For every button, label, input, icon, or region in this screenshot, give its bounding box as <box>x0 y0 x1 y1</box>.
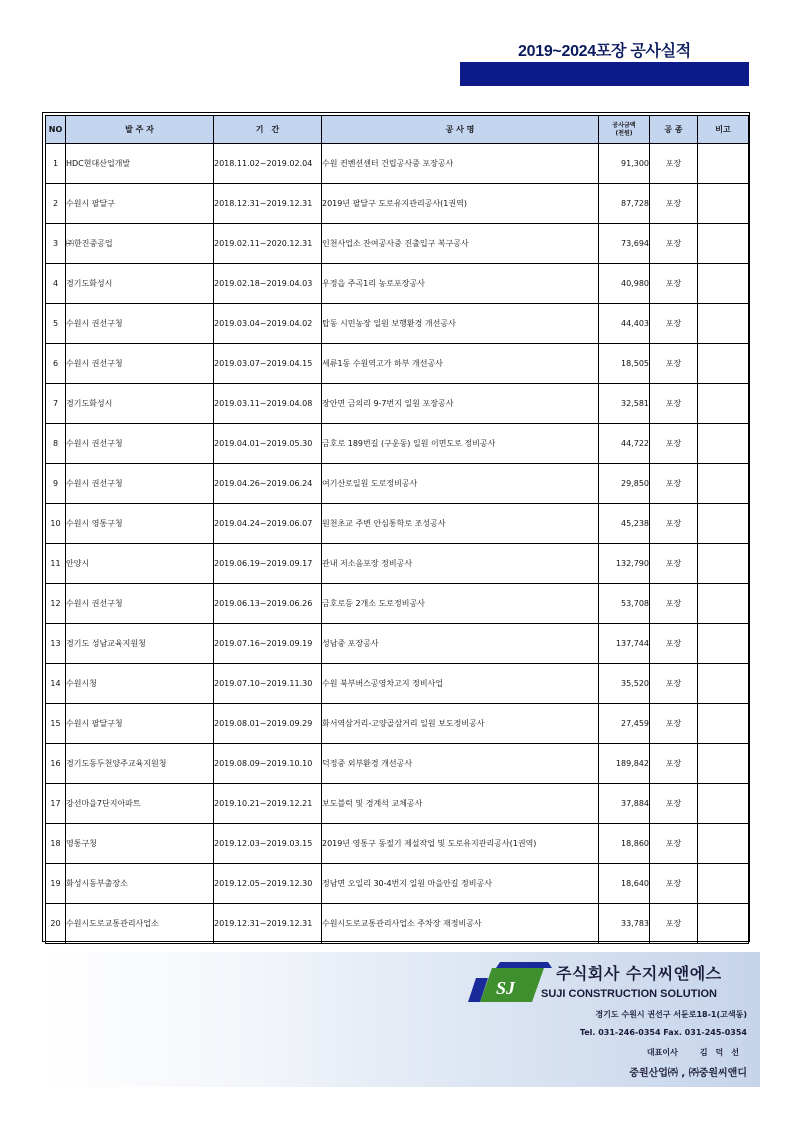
row-project-name: 덕정중 외부환경 개선공사 <box>322 744 599 784</box>
header-period: 기 간 <box>214 116 322 144</box>
row-project-name: 성남중 포장공사 <box>322 624 599 664</box>
row-note <box>698 584 749 624</box>
row-amount: 53,708 <box>599 584 650 624</box>
table-row <box>46 384 749 424</box>
row-number: 14 <box>46 664 66 704</box>
row-amount: 37,884 <box>599 784 650 824</box>
row-number: 20 <box>46 904 66 944</box>
row-period: 2019.06.19~2019.09.17 <box>214 544 322 584</box>
row-note <box>698 624 749 664</box>
company-name-english: SUJI CONSTRUCTION SOLUTION <box>541 988 718 1000</box>
row-period: 2019.10.21~2019.12.21 <box>214 784 322 824</box>
row-number: 4 <box>46 264 66 304</box>
row-note <box>698 384 749 424</box>
row-type: 포장 <box>650 584 698 624</box>
row-amount: 137,744 <box>599 624 650 664</box>
row-note <box>698 864 749 904</box>
row-client: 수원시 권선구청 <box>66 344 214 384</box>
row-note <box>698 184 749 224</box>
row-number: 8 <box>46 424 66 464</box>
row-note <box>698 824 749 864</box>
row-amount: 27,459 <box>599 704 650 744</box>
row-period: 2019.03.11~2019.04.08 <box>214 384 322 424</box>
row-number: 18 <box>46 824 66 864</box>
company-ceo <box>647 1047 747 1058</box>
row-project-name: 수원 북부버스공영차고지 정비사업 <box>322 664 599 704</box>
row-note <box>698 304 749 344</box>
row-period: 2019.08.01~2019.09.29 <box>214 704 322 744</box>
row-number: 1 <box>46 144 66 184</box>
row-type: 포장 <box>650 384 698 424</box>
row-type: 포장 <box>650 144 698 184</box>
row-project-name: 장안면 금의리 9-7번지 일원 포장공사 <box>322 384 599 424</box>
row-client: 수원시 권선구청 <box>66 464 214 504</box>
ceo-name: 김덕선 <box>699 1048 747 1057</box>
row-number: 6 <box>46 344 66 384</box>
table-row <box>46 264 749 304</box>
row-type: 포장 <box>650 184 698 224</box>
company-address: 경기도 수원시 권선구 서둔로18-1(고색동) <box>595 1010 747 1019</box>
row-period: 2019.03.04~2019.04.02 <box>214 304 322 344</box>
row-client: 수원시청 <box>66 664 214 704</box>
row-period: 2019.02.11~2020.12.31 <box>214 224 322 264</box>
row-project-name: 정남면 오일리 30-4번지 일원 마을안길 정비공사 <box>322 864 599 904</box>
row-client: 경기도 성남교육지원청 <box>66 624 214 664</box>
row-type: 포장 <box>650 624 698 664</box>
header-amount-line1: 공사금액 <box>612 121 636 129</box>
row-amount: 132,790 <box>599 544 650 584</box>
row-note <box>698 144 749 184</box>
table-row <box>46 824 749 864</box>
table-row <box>46 864 749 904</box>
row-client: ㈜한진중공업 <box>66 224 214 264</box>
row-client: 수원시 팔달구 <box>66 184 214 224</box>
table-row <box>46 544 749 584</box>
row-amount: 33,783 <box>599 904 650 944</box>
table-row <box>46 184 749 224</box>
row-project-name: 보도블럭 및 경계석 교체공사 <box>322 784 599 824</box>
row-project-name: 인천사업소 잔여공사중 진출입구 복구공사 <box>322 224 599 264</box>
company-logo <box>466 962 552 1006</box>
row-amount: 91,300 <box>599 144 650 184</box>
logo-text: SJ <box>496 978 516 998</box>
row-type: 포장 <box>650 824 698 864</box>
row-amount: 189,842 <box>599 744 650 784</box>
row-type: 포장 <box>650 544 698 584</box>
row-project-name: 세류1동 수원역고가 하부 개선공사 <box>322 344 599 384</box>
row-period: 2019.04.01~2019.05.30 <box>214 424 322 464</box>
table-row <box>46 704 749 744</box>
row-project-name: 2019년 영통구 동절기 제설작업 및 도로유지관리공사(1권역) <box>322 824 599 864</box>
row-type: 포장 <box>650 424 698 464</box>
row-note <box>698 744 749 784</box>
row-amount: 73,694 <box>599 224 650 264</box>
row-number: 5 <box>46 304 66 344</box>
row-note <box>698 464 749 504</box>
row-number: 10 <box>46 504 66 544</box>
row-period: 2019.08.09~2019.10.10 <box>214 744 322 784</box>
row-note <box>698 264 749 304</box>
row-period: 2019.07.10~2019.11.30 <box>214 664 322 704</box>
row-number: 9 <box>46 464 66 504</box>
row-project-name: 수원시도로교통관리사업소 주차장 재정비공사 <box>322 904 599 944</box>
table-row <box>46 504 749 544</box>
row-number: 3 <box>46 224 66 264</box>
row-period: 2019.06.13~2019.06.26 <box>214 584 322 624</box>
row-type: 포장 <box>650 744 698 784</box>
row-note <box>698 224 749 264</box>
row-amount: 18,640 <box>599 864 650 904</box>
table-row <box>46 144 749 184</box>
row-number: 11 <box>46 544 66 584</box>
row-period: 2018.11.02~2019.02.04 <box>214 144 322 184</box>
header-no: NO <box>46 116 66 144</box>
row-period: 2019.12.31~2019.12.31 <box>214 904 322 944</box>
row-note <box>698 544 749 584</box>
row-project-name: 여기산로일원 도로정비공사 <box>322 464 599 504</box>
table-header-row <box>46 116 749 144</box>
row-period: 2019.07.16~2019.09.19 <box>214 624 322 664</box>
row-client: 안양시 <box>66 544 214 584</box>
row-period: 2019.02.18~2019.04.03 <box>214 264 322 304</box>
row-project-name: 원천초교 주변 안심통학로 조성공사 <box>322 504 599 544</box>
row-note <box>698 904 749 944</box>
header-project-name: 공 사 명 <box>322 116 599 144</box>
page-title: 2019~2024포장 공사실적 <box>518 43 691 60</box>
row-type: 포장 <box>650 304 698 344</box>
row-project-name: 탑동 시민농장 일원 보행환경 개선공사 <box>322 304 599 344</box>
row-note <box>698 424 749 464</box>
row-project-name: 관내 저소음포장 정비공사 <box>322 544 599 584</box>
table-row <box>46 584 749 624</box>
row-amount: 29,850 <box>599 464 650 504</box>
row-type: 포장 <box>650 464 698 504</box>
company-name-korean: 주식회사 수지씨앤에스 <box>556 964 722 983</box>
row-client: 수원시 영통구청 <box>66 504 214 544</box>
row-client: 수원시도로교통관리사업소 <box>66 904 214 944</box>
row-client: 수원시 권선구청 <box>66 424 214 464</box>
row-project-name: 화서역삼거리-고양골삼거리 일원 보도정비공사 <box>322 704 599 744</box>
table-row <box>46 784 749 824</box>
row-project-name: 우정읍 주곡1리 농로포장공사 <box>322 264 599 304</box>
row-number: 12 <box>46 584 66 624</box>
row-number: 16 <box>46 744 66 784</box>
row-amount: 44,722 <box>599 424 650 464</box>
row-number: 15 <box>46 704 66 744</box>
row-client: 수원시 권선구청 <box>66 304 214 344</box>
row-client: HDC현대산업개발 <box>66 144 214 184</box>
row-number: 13 <box>46 624 66 664</box>
table-row <box>46 224 749 264</box>
row-client: 경기도화성시 <box>66 264 214 304</box>
header-client: 발 주 자 <box>66 116 214 144</box>
row-type: 포장 <box>650 784 698 824</box>
row-client: 화성시동부출장소 <box>66 864 214 904</box>
row-client: 강선마을7단지아파트 <box>66 784 214 824</box>
row-type: 포장 <box>650 344 698 384</box>
row-type: 포장 <box>650 224 698 264</box>
ceo-label: 대표이사 <box>646 1048 678 1057</box>
row-note <box>698 704 749 744</box>
row-client: 수원시 권선구청 <box>66 584 214 624</box>
affiliate-companies: 중원산업㈜ , ㈜중원씨앤디 <box>629 1068 747 1079</box>
row-amount: 40,980 <box>599 264 650 304</box>
row-amount: 45,238 <box>599 504 650 544</box>
row-period: 2019.03.07~2019.04.15 <box>214 344 322 384</box>
header-type: 공 종 <box>650 116 698 144</box>
table-row <box>46 464 749 504</box>
construction-record-table <box>45 115 749 944</box>
row-client: 수원시 팔달구청 <box>66 704 214 744</box>
header-note: 비고 <box>698 116 749 144</box>
row-client: 경기도동두천양주교육지원청 <box>66 744 214 784</box>
row-client: 영통구청 <box>66 824 214 864</box>
row-note <box>698 664 749 704</box>
row-note <box>698 784 749 824</box>
row-amount: 18,860 <box>599 824 650 864</box>
row-amount: 87,728 <box>599 184 650 224</box>
row-amount: 44,403 <box>599 304 650 344</box>
header-amount-line2: (천원) <box>615 129 633 137</box>
row-project-name: 수원 컨벤션센터 건립공사중 포장공사 <box>322 144 599 184</box>
table-row <box>46 744 749 784</box>
row-period: 2019.04.26~2019.06.24 <box>214 464 322 504</box>
row-amount: 35,520 <box>599 664 650 704</box>
table-row <box>46 424 749 464</box>
row-note <box>698 344 749 384</box>
row-period: 2019.04.24~2019.06.07 <box>214 504 322 544</box>
row-type: 포장 <box>650 704 698 744</box>
row-note <box>698 504 749 544</box>
header-amount <box>599 116 650 144</box>
company-phone-fax: Tel. 031-246-0354 Fax. 031-245-0354 <box>579 1028 747 1037</box>
table-row <box>46 624 749 664</box>
row-period: 2019.12.05~2019.12.30 <box>214 864 322 904</box>
row-type: 포장 <box>650 264 698 304</box>
row-project-name: 금호로등 2개소 도로정비공사 <box>322 584 599 624</box>
row-type: 포장 <box>650 904 698 944</box>
row-period: 2018.12.31~2019.12.31 <box>214 184 322 224</box>
row-type: 포장 <box>650 864 698 904</box>
table-row <box>46 664 749 704</box>
table-row <box>46 904 749 944</box>
row-amount: 18,505 <box>599 344 650 384</box>
row-amount: 32,581 <box>599 384 650 424</box>
row-project-name: 2019년 팔달구 도로유지관리공사(1권역) <box>322 184 599 224</box>
title-bar <box>460 62 749 86</box>
row-number: 7 <box>46 384 66 424</box>
row-client: 경기도화성시 <box>66 384 214 424</box>
row-type: 포장 <box>650 664 698 704</box>
table-row <box>46 344 749 384</box>
row-period: 2019.12.03~2019.03.15 <box>214 824 322 864</box>
row-project-name: 금호로 189번길 (구운동) 일원 이면도로 정비공사 <box>322 424 599 464</box>
table-row <box>46 304 749 344</box>
row-number: 17 <box>46 784 66 824</box>
row-number: 19 <box>46 864 66 904</box>
row-type: 포장 <box>650 504 698 544</box>
row-number: 2 <box>46 184 66 224</box>
